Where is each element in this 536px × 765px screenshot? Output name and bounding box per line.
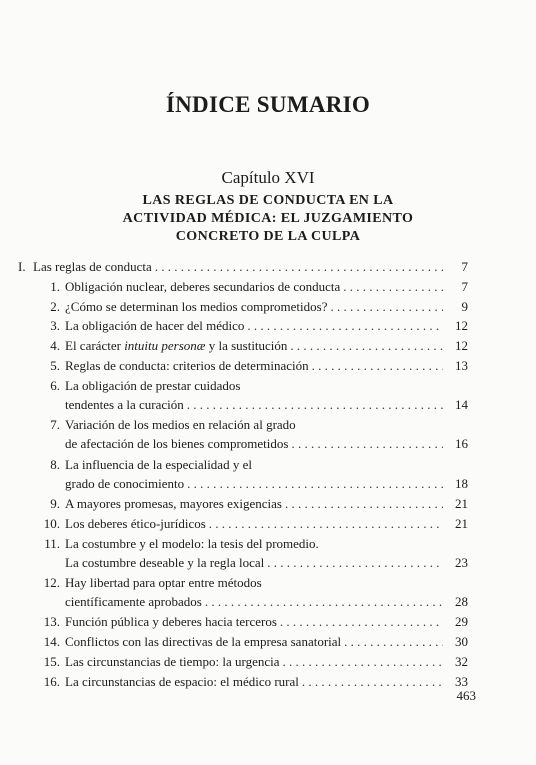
toc-entry-page: 12 (455, 338, 468, 354)
toc-entry (30, 495, 468, 514)
dot-leader (291, 435, 443, 452)
toc-entry-number: 1. (50, 278, 60, 294)
dot-leader (187, 475, 443, 492)
toc-entry-page: 18 (455, 475, 468, 491)
toc-entry-number: 11. (44, 535, 60, 551)
toc-entry-text: ¿Cómo se determinan los medios comprometidos? (65, 298, 328, 314)
toc-entry-number: 6. (50, 377, 60, 393)
toc-entry-page: 7 (461, 259, 468, 274)
toc-entry (18, 258, 468, 277)
toc-entry-page: 16 (455, 436, 468, 452)
dot-leader (283, 653, 443, 670)
toc-entry-text: Obligación nuclear, deberes secundarios de conducta (65, 278, 341, 294)
dot-leader (267, 554, 443, 571)
toc-entry-text: Las reglas de conducta (33, 259, 152, 274)
toc-entry-text: grado de conocimiento (65, 475, 185, 491)
dot-leader (344, 633, 443, 650)
dot-leader (155, 258, 443, 275)
toc-entry-text: La costumbre y el modelo: la tesis del promedio. (65, 535, 319, 551)
dot-leader (205, 593, 443, 610)
toc-entry-page: 28 (455, 594, 468, 610)
toc-entry (30, 377, 468, 415)
toc-entry-number: 15. (43, 654, 60, 669)
toc-entry (30, 574, 468, 612)
toc-entry-number: 4. (50, 338, 60, 354)
toc-entry-text: tendentes a la curación (65, 396, 184, 412)
toc-entry-page: 29 (455, 614, 468, 630)
toc-entry-number: 13. (43, 614, 60, 630)
dot-leader (187, 396, 443, 413)
toc-entry (30, 673, 468, 692)
toc-entry (30, 357, 468, 376)
toc-entry-text: A mayores promesas, mayores exigencias (65, 496, 282, 511)
dot-leader (312, 357, 443, 374)
section-title-line: CONCRETO DE LA CULPA (175, 229, 361, 244)
toc-entry-number: 3. (50, 318, 60, 334)
toc-entry-text: La costumbre deseable y la regla local (65, 554, 265, 570)
toc-entry-text: La obligación de prestar cuidados (65, 377, 241, 393)
dot-leader (302, 673, 443, 690)
dot-leader (290, 337, 443, 354)
page-number: 463 (456, 688, 476, 703)
toc-entry-page: 14 (455, 396, 468, 412)
toc-entry (30, 278, 468, 297)
toc-entry-page: 21 (455, 496, 468, 511)
toc-entry-text: de afectación de los bienes comprometidos (65, 436, 289, 452)
toc-entry-page: 33 (455, 673, 468, 689)
toc-entry-page: 13 (455, 358, 468, 373)
toc-entry-number: 2. (50, 298, 60, 314)
dot-leader (285, 495, 443, 512)
toc-entry-number: 14. (43, 634, 60, 650)
toc-entry-text: Función pública y deberes hacia terceros (65, 614, 277, 630)
toc-entry-text: La circunstancias de espacio: el médico rural (65, 673, 299, 689)
toc-entry-number: 8. (50, 456, 60, 472)
toc-entry (30, 456, 468, 494)
toc-entry-text: La obligación de hacer del médico (65, 318, 245, 334)
toc-entry (30, 515, 468, 534)
section-title-line: LAS REGLAS DE CONDUCTA EN LA (142, 193, 394, 208)
toc-entry-number: 12. (43, 575, 60, 590)
toc-entry (30, 416, 468, 454)
toc-entry-page: 12 (455, 318, 468, 334)
section-title-line: ACTIVIDAD MÉDICA: EL JUZGAMIENTO (122, 211, 414, 226)
toc-entry-page: 21 (455, 515, 468, 531)
toc-entry-text: Variación de los medios en relación al grado (65, 417, 296, 433)
toc-entry (30, 535, 468, 573)
toc-entry-number: 10. (43, 515, 60, 531)
toc-entry (30, 317, 468, 336)
toc-entry-number: 16. (43, 673, 60, 689)
toc-entry-number: I. (18, 259, 26, 274)
toc-entry-text: El carácter intuitu personæ y la sustitución (65, 338, 288, 354)
toc-entry-number: 9. (50, 496, 60, 511)
toc-entry-text: Conflictos con las directivas de la empresa sanatorial (65, 634, 342, 650)
toc-entry-text: científicamente aprobados (65, 594, 202, 610)
toc-entry-text: Reglas de conducta: criterios de determinación (65, 358, 309, 373)
dot-leader (280, 613, 443, 630)
toc-entry-page: 7 (461, 278, 468, 294)
toc-entry (30, 298, 468, 317)
dot-leader (330, 298, 443, 315)
toc-entry-page: 30 (455, 634, 468, 650)
toc-entry (30, 653, 468, 672)
toc-entry-text: Hay libertad para optar entre métodos (65, 575, 262, 590)
toc-entry-text: La influencia de la especialidad y el (65, 456, 252, 472)
toc-entry-text: Los deberes ético-jurídicos (65, 515, 206, 531)
toc-entry (30, 633, 468, 652)
dot-leader (247, 317, 443, 334)
dot-leader (343, 278, 443, 295)
toc-entry-number: 7. (50, 417, 60, 433)
toc-entry-page: 9 (461, 298, 468, 314)
section-title (0, 192, 536, 246)
toc-entry-page: 32 (455, 654, 468, 669)
toc-entry (30, 337, 468, 356)
toc-entry-page: 23 (455, 554, 468, 570)
toc-entry (30, 613, 468, 632)
chapter-label: Capítulo XVI (221, 168, 315, 187)
page-title: ÍNDICE SUMARIO (165, 92, 371, 117)
toc-entry-text: Las circunstancias de tiempo: la urgencia (65, 654, 280, 669)
dot-leader (209, 515, 443, 532)
toc-entry-number: 5. (50, 358, 60, 373)
